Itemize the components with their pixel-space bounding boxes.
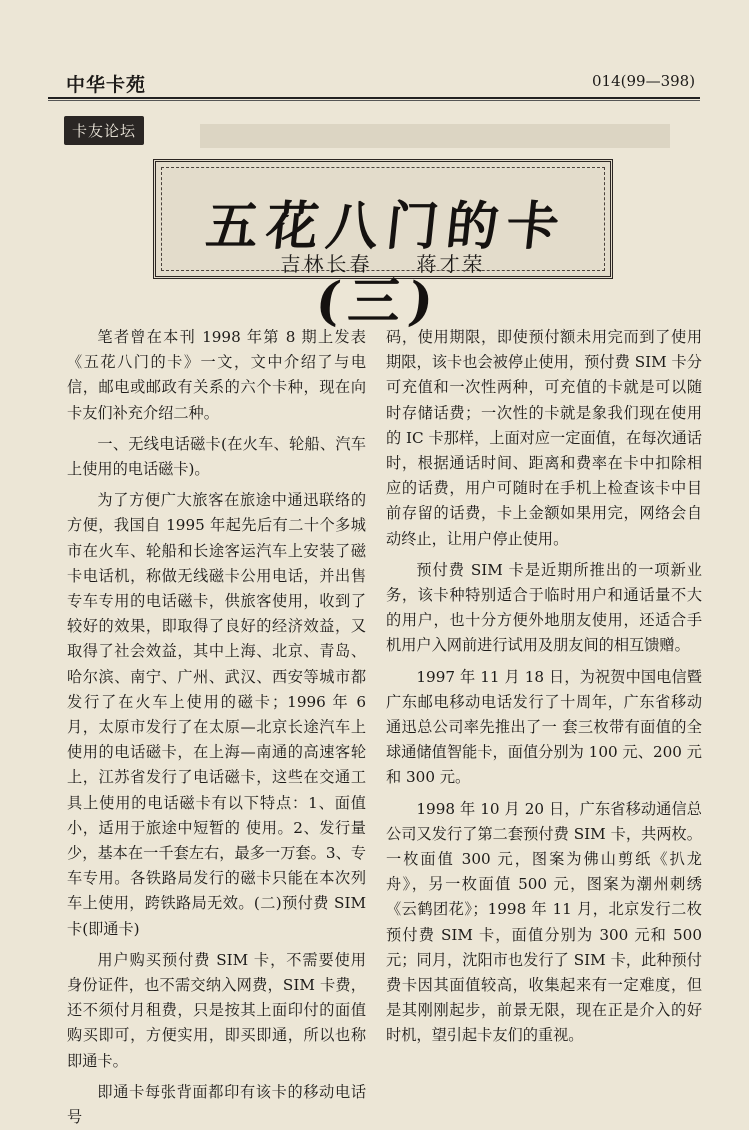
magazine-name: 中华卡苑: [66, 74, 147, 96]
byline: [156, 248, 610, 277]
author-name: 蒋才荣: [416, 252, 486, 276]
left-column: [67, 325, 366, 1130]
page-code: 014(99—398): [592, 72, 696, 90]
bleed-through-band: [200, 124, 670, 148]
paragraph: 笔者曾在本刊 1998 年第 8 期上发表《五花八门的卡》一文，文中介绍了与电信，邮电或邮政有关系的六个卡种，现在向卡友们补充介绍二种。: [67, 328, 366, 422]
right-column: [386, 325, 702, 1049]
paragraph: 一、无线电话磁卡(在火车、轮船、汽车上使用的电话磁卡)。: [67, 434, 366, 479]
paragraph: 1997 年 11 月 18 日，为祝贺中国电信暨广东邮电移动电话发行了十周年，广东省移动通迅总公司率先推出了一 套三枚带有面值的全球通储值智能卡，面值分别为 100 元、200 元和 300 元。: [386, 667, 702, 787]
paragraph: 即通卡每张背面都印有该卡的移动电话号: [67, 1082, 366, 1127]
header-rule-thin: [48, 100, 700, 101]
article-title: 五花八门的卡(三): [203, 196, 570, 332]
title-frame: [153, 159, 613, 332]
paragraph: 为了方便广大旅客在旅途中通迅联络的方便，我国自 1995 年起先后有二十个多城市在火车、轮船和长途客运汽车上安装了磁卡电话机，称做无线磁卡公用电话，并出售专车专用的电话磁卡，供旅客使用，收到了较好的效果，即取得了良好的经济效益，又取得了社会效益，其中上海、北京、青岛、哈尔滨、南宁、广州、武汉、西安等城市都发行了在火车上使用的磁卡；1996 年 6 月，太原市发行了在太原—北京长途汽车上使用的电话磁卡，在上海—南通的高速客轮上，江苏省发行了电话磁卡，这些在交通工具上使用的电话磁卡有以下特点：1、面值小，适用于旅途中短暂的 使用。2、发行量少，基本在一千套左右，最多一万套。3、专车专用。各铁路局发行的磁卡只能在本次列车上使用，跨铁路局无效。(二)预付费 SIM 卡(即通卡): [67, 491, 366, 938]
paragraph: 预付费 SIM 卡是近期所推出的一项新业务，该卡种特别适合于临时用户和通话量不大的用户，也十分方便外地朋友使用，还适合手机用户入网前进行试用及朋友间的相互馈赠。: [386, 560, 702, 655]
section-tag: 卡友论坛: [64, 116, 144, 145]
paragraph: 码，使用期限，即使预付额未用完而到了使用期限，该卡也会被停止使用，预付费 SIM 卡分可充值和一次性两种，可充值的卡就是可以随时存储话费；一次性的卡就是象我们现在使用的 IC 卡那样，上面对应一定面值，在每次通话时，根据通话时间、距离和费率在卡中扣除相应的话费，用户可随时在手机上检查该卡中目前存留的话费，卡上金额如果用完，网络会自动终止，让用户停止使用。: [386, 328, 702, 548]
header-rule: [48, 97, 700, 99]
author-location: 吉林长春: [280, 252, 373, 276]
paragraph: 用户购买预付费 SIM 卡，不需要使用身份证件，也不需交纳入网费，SIM 卡费，还不须付月租费，只是按其上面印付的面值购买即可，方便实用，即买即通，所以也称即通卡。: [67, 950, 366, 1070]
paragraph: 1998 年 10 月 20 日，广东省移动通信总公司又发行了第二套预付费 SIM 卡，共两枚。一枚面值 300 元，图案为佛山剪纸《扒龙舟》，另一枚面值 500 元，图案为潮州刺绣《云鹤团花》；1998 年 11 月，北京发行二枚预付费 SIM 卡，面值分别为 300 元和 500 元；同月，沈阳市也发行了 SIM 卡，此种预付费卡因其面值较高，收集起来有一定难度，但是其刚刚起步，前景无限，现在正是介入的好时机，望引起卡友们的重视。: [386, 799, 702, 1045]
